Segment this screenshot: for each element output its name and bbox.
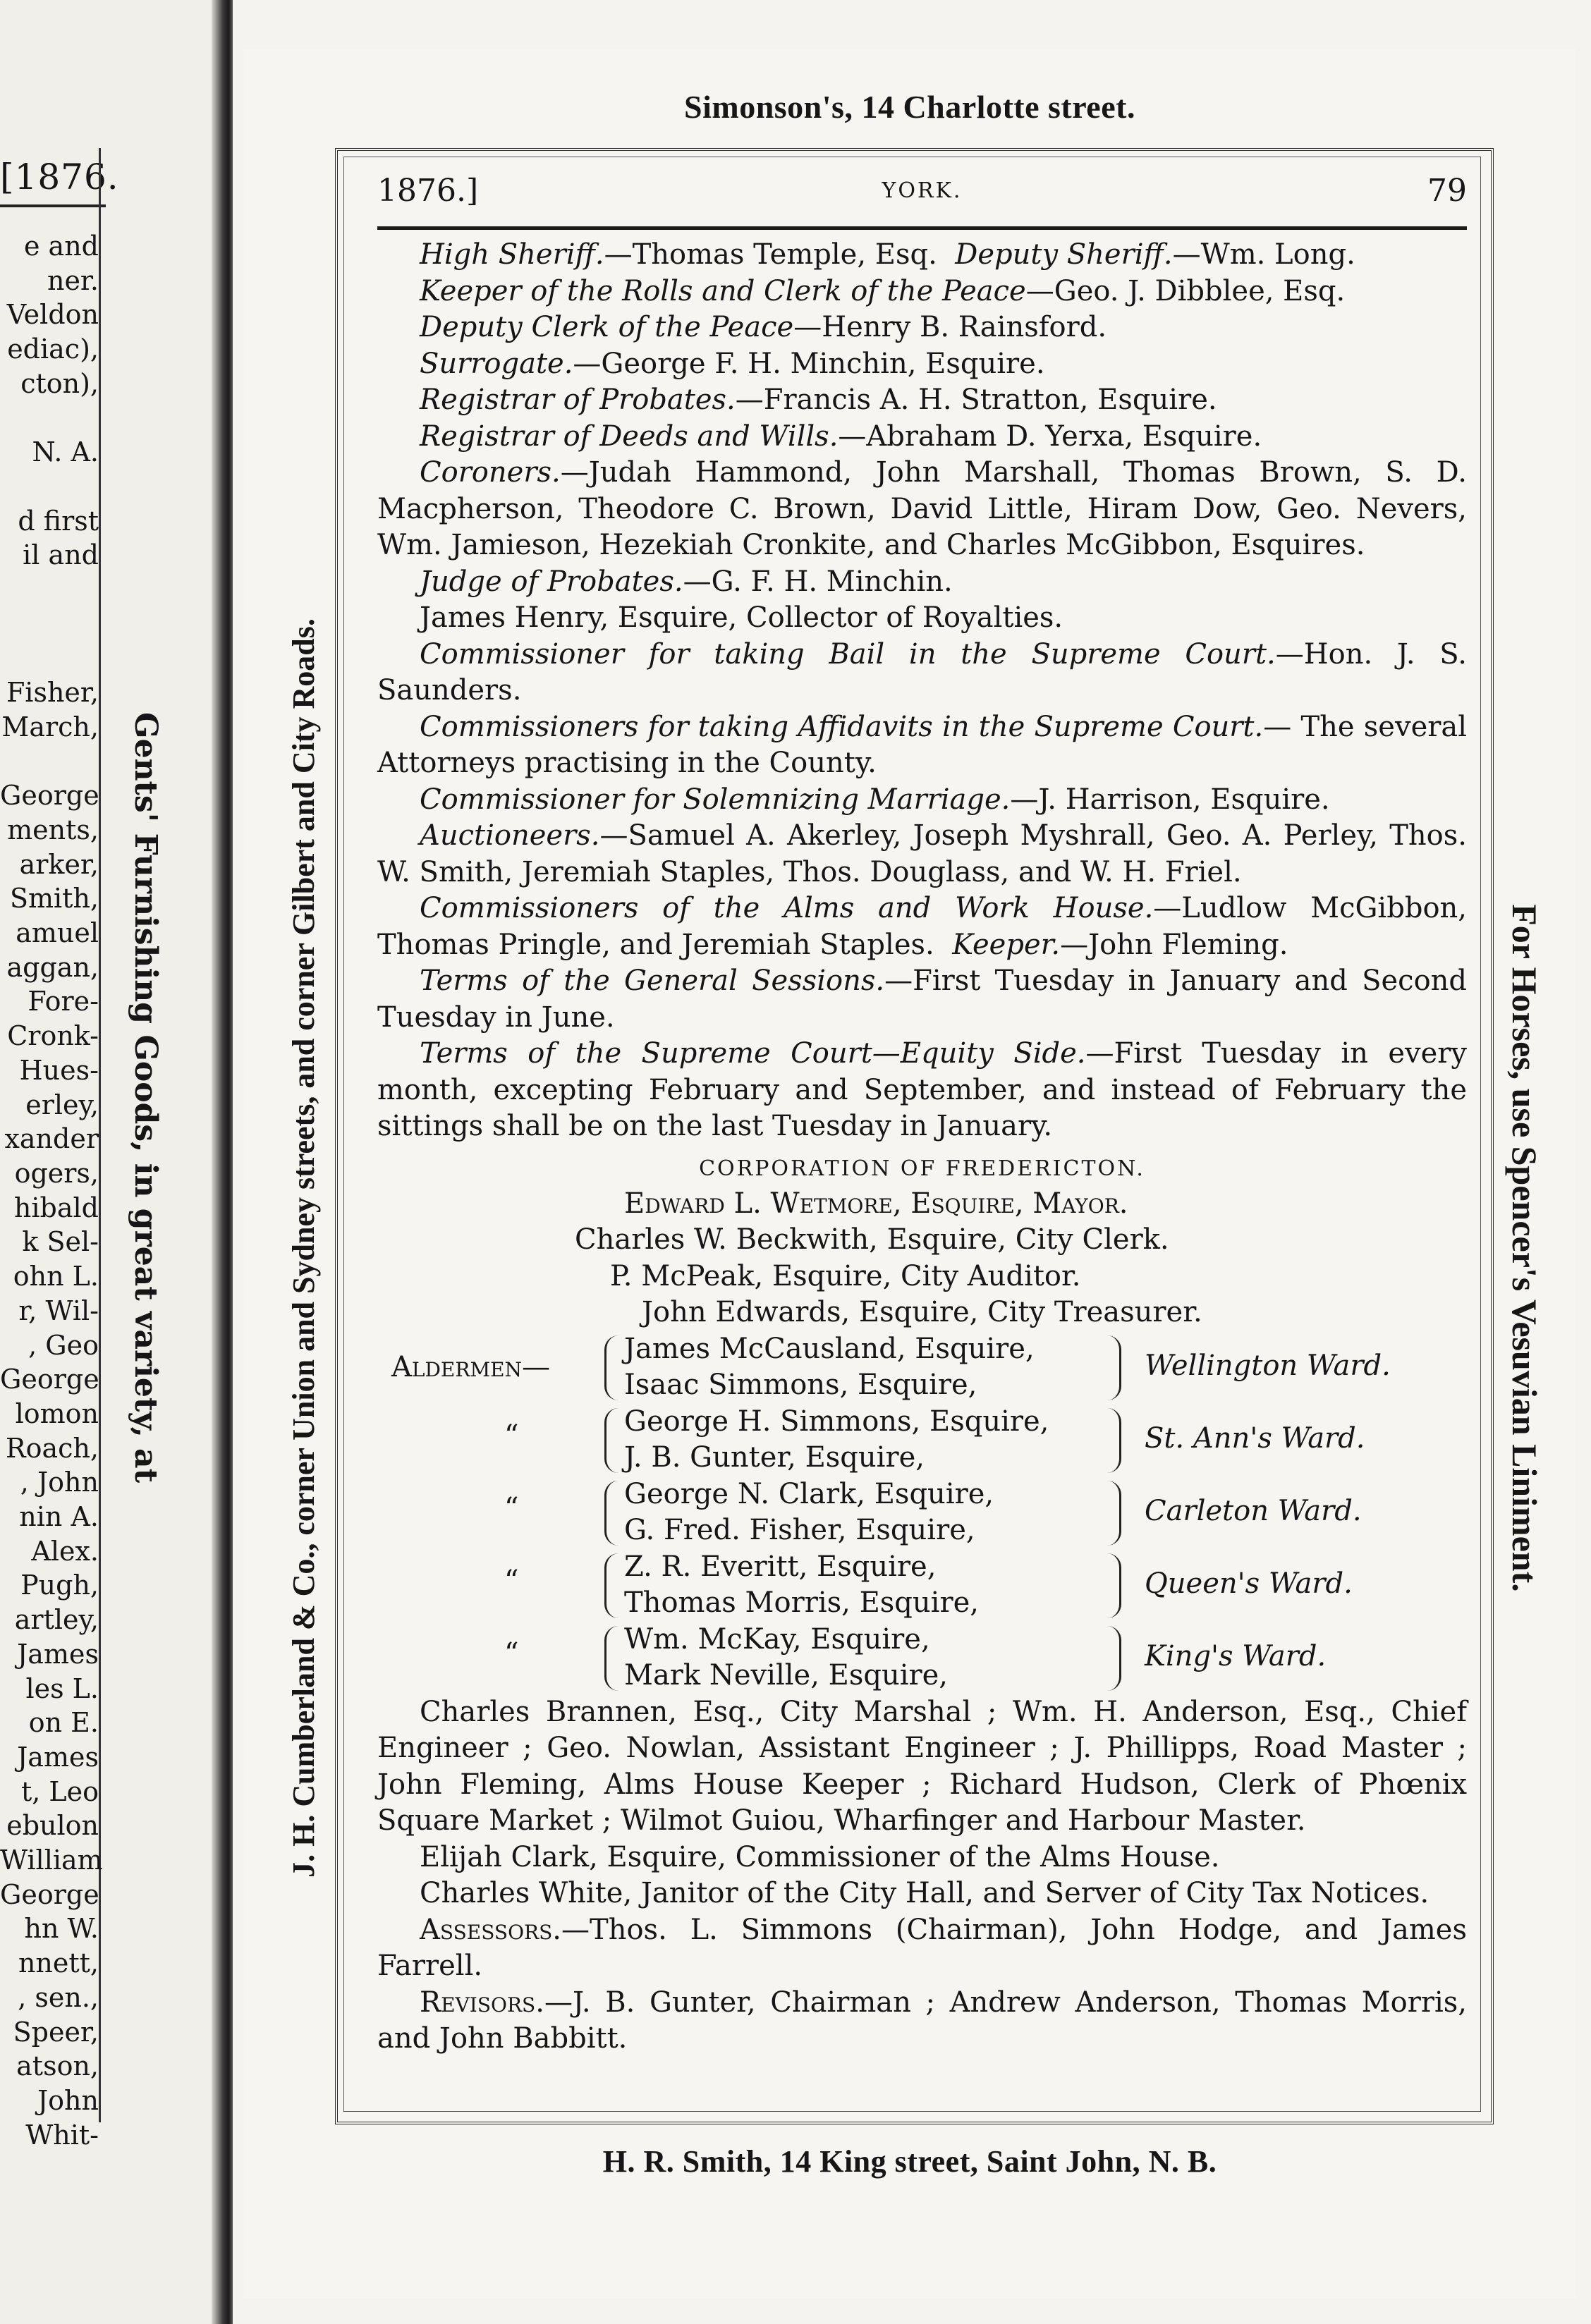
running-head-title: YORK. [882,178,963,203]
left-page-line: Whit- [25,2119,99,2151]
city-officials [377,1694,1467,2057]
book-gutter [212,0,233,2324]
bail-value: —Hon. J. S. Saunders. [377,637,1467,707]
left-page-line [0,470,99,504]
alderman-name: J. B. Gunter, Esquire, [624,1441,925,1474]
left-page-line: William [0,1845,103,1876]
deputy-sheriff-label: Deputy Sheriff. [955,238,1173,271]
city-auditor-line: P. McPeak, Esquire, City Auditor. [610,1259,1081,1292]
alderman-name: James McCausland, Esquire, [624,1332,1035,1365]
left-page-line: erley, [25,1089,99,1120]
entry-coroners [377,455,1467,564]
alms-label: Commissioners of the Alms and Work House. [420,892,1154,924]
probates-label: Registrar of Probates. [420,384,736,416]
ward-name: Carleton Ward. [1145,1494,1362,1527]
left-page-line: ogers, [14,1157,99,1189]
alderman-name: George N. Clark, Esquire, [624,1477,994,1510]
left-page-line: t, Leo [20,1775,99,1807]
page-number: 79 [1427,173,1467,209]
entry-sessions [377,963,1467,1036]
running-head-rule [377,226,1467,230]
supreme-label: Terms of the Supreme Court—Equity Side. [420,1037,1086,1070]
left-page-line: hn W. [24,1913,99,1945]
left-page-line: ohn L. [13,1261,99,1292]
right-brace [1104,1481,1121,1546]
left-vertical-advertisement-text: J. H. Cumberland & Co., corner Union and Sydney streets, and corner Gilbert and City Roads. [286,618,321,1878]
aldermen-label [391,1351,550,1383]
revisors-label: Revisors. [420,1986,544,2019]
left-page-vertical-advert [130,712,172,1699]
alderman-name: George H. Simmons, Esquire, [624,1405,1049,1438]
left-page-line: arker, [19,848,99,880]
alderman-name: Thomas Morris, Esquire, [624,1586,979,1619]
surrogate-value: —George F. H. Minchin, Esquire. [573,347,1045,380]
left-page-line: hibald [13,1192,99,1223]
revisors-value: —J. B. Gunter, Chairman ; Andrew Anderson, Thomas Morris, and John Babbitt. [377,1986,1467,2055]
left-page-line: nnett, [18,1947,99,1979]
deputy-clerk-label: Deputy Clerk of the Peace [420,311,794,343]
left-brace [604,1408,622,1473]
alderman-name: Z. R. Everitt, Esquire, [624,1550,937,1583]
marriage-label: Commissioner for Solemnizing Marriage. [420,783,1011,816]
left-page-line: xander [4,1123,99,1155]
left-brace [604,1481,622,1546]
sessions-label: Terms of the General Sessions. [420,965,885,997]
rolls-label: Keeper of the Rolls and Clerk of the Peace [420,274,1026,307]
left-page-line: e and [23,231,99,262]
bottom-advertisement: H. R. Smith, 14 King street, Saint John, N. B. [602,2144,1217,2179]
auctioneers-value: —Samuel A. Akerley, Joseph Myshrall, Geo. A. Perley, Thos. W. Smith, Jeremiah Staples, Thos. Douglass, and W. H. Friel. [377,819,1467,888]
left-page-line: Cronk- [7,1020,99,1052]
right-brace [1104,1408,1121,1473]
county-officers [377,237,1467,1145]
left-page-line: les L. [25,1672,99,1704]
left-page-line: James [17,1638,99,1670]
ditto-mark: “ [504,1564,519,1597]
left-page-line: ediac), [7,334,99,365]
left-page-line: Veldon [6,299,99,331]
sessions-value: —First Tuesday in January and Second Tuesday in June. [377,965,1468,1034]
supreme-value: —First Tuesday in every month, excepting February and September, and instead of February the sittings shall be on the last Tuesday in January. [377,1037,1467,1142]
left-page-year: [1876. [0,157,119,197]
entry-royalties: James Henry, Esquire, Collector of Royalties. [420,601,1063,634]
left-page-rule [0,204,106,207]
left-brace [604,1626,622,1691]
right-brace [1104,1626,1121,1691]
left-page-line: Roach, [6,1432,99,1464]
aldermen-table [377,1331,1467,1694]
entry-affidavits [377,709,1467,782]
entry-deeds [377,419,1467,455]
aldermen-dash: — [522,1350,551,1383]
alderman-name: Wm. McKay, Esquire, [624,1622,930,1656]
left-page-line: John [37,2084,99,2116]
left-page-line [0,607,99,642]
coroners-label: Coroners. [420,456,561,489]
left-page-line [0,745,99,779]
left-page-line: Smith, [9,883,99,915]
left-page-line: on E. [28,1707,99,1739]
left-page-line: George [0,780,99,812]
sheriff-value: —Thomas Temple, Esq. [604,238,937,271]
aldermen-label-text: Aldermen [391,1350,523,1383]
keeper-label: Keeper. [952,928,1061,961]
right-brace [1104,1335,1121,1400]
left-page-line: Pugh, [20,1570,99,1601]
city-treasurer-line: John Edwards, Esquire, City Treasurer. [642,1296,1202,1328]
top-advertisement: Simonson's, 14 Charlotte street. [684,89,1135,125]
left-page-line: ebulon [6,1810,99,1842]
entry-supreme [377,1036,1467,1145]
left-page-line: , Geo [28,1329,99,1361]
left-page-line: artley, [14,1604,99,1636]
alms-value: —Ludlow McGibbon, Thomas Pringle, and Jeremiah Staples. [377,892,1467,961]
deputy-sheriff-value: —Wm. Long. [1172,238,1355,271]
ditto-mark: “ [504,1637,519,1670]
entry-sheriff [377,237,1467,274]
left-page-line: Speer, [13,2016,99,2048]
deeds-value: —Abraham D. Yerxa, Esquire. [838,420,1262,453]
left-page-line: cton), [20,367,99,399]
left-page-line: amuel [16,917,99,949]
left-page-line: , sen., [18,1981,99,2013]
left-page-line: March, [1,711,99,742]
bail-label: Commissioner for taking Bail in the Supreme Court. [420,637,1276,671]
left-page-text-column [0,229,103,2152]
ward-name: Wellington Ward. [1145,1349,1391,1382]
left-page-line: George [0,1878,99,1910]
corporation-heading: CORPORATION OF FREDERICTON. [699,1156,1145,1181]
left-page-line: nin A. [19,1501,99,1533]
left-page-line: George [0,1364,99,1395]
left-vertical-advertisement [286,416,328,2080]
entry-deputy-clerk [377,310,1467,346]
assessors-label: Assessors. [420,1913,562,1946]
alms-commissioner-paragraph: Elijah Clark, Esquire, Commissioner of the Alms House. [420,1840,1220,1873]
probates-value: —Francis A. H. Stratton, Esquire. [735,384,1217,416]
left-page-frame-line [99,148,101,2122]
officials-paragraph: Charles Brannen, Esq., City Marshal ; Wm. H. Anderson, Esq., Chief Engineer ; Geo. Nowlan, Assistant Engineer ; J. Phillipps, Road Master ; John Fleming, Alms House Keeper ; Richard Hudson, Clerk of Phœnix Square Market ; Wilmot Guiou, Wharfinger and Harbour Master. [377,1695,1467,1837]
left-page-line: aggan, [6,951,99,983]
left-page-line: Fisher, [6,677,99,709]
running-head [377,173,1467,222]
surrogate-label: Surrogate. [420,347,573,380]
deeds-label: Registrar of Deeds and Wills. [420,420,839,453]
assessors-paragraph [377,1912,1467,1985]
revisors-paragraph [377,1985,1467,2057]
left-page-line: ner. [47,264,99,296]
left-page-line: lomon [15,1398,99,1429]
entry-rolls [377,274,1467,310]
left-brace [604,1335,622,1400]
aldermen-names [624,1331,1049,1694]
ditto-mark: “ [504,1419,519,1452]
marriage-value: —J. Harrison, Esquire. [1010,783,1330,816]
entry-marriage [377,782,1467,819]
entry-judge [377,564,1467,601]
ward-name: St. Ann's Ward. [1145,1421,1365,1455]
left-page-line: ments, [7,814,99,845]
deputy-clerk-value: —Henry B. Rainsford. [793,311,1107,343]
left-page-vertical-advert-text: Gents' Furnishing Goods, in great variety, at [128,712,164,1484]
entry-surrogate [377,346,1467,383]
rolls-value: —Geo. J. Dibblee, Esq. [1025,274,1346,307]
left-page-line [0,641,99,675]
left-page-line: Fore- [28,986,99,1017]
city-clerk-line: Charles W. Beckwith, Esquire, City Clerk. [575,1223,1169,1256]
alderman-name: G. Fred. Fisher, Esquire, [624,1514,975,1546]
entry-alms [377,891,1467,963]
entry-auctioneers [377,818,1467,891]
ditto-mark: “ [504,1491,519,1524]
alderman-name: Mark Neville, Esquire, [624,1659,949,1692]
right-vertical-advertisement [1506,754,1548,1742]
judge-value: —G. F. H. Minchin. [683,565,953,598]
left-brace [604,1553,622,1618]
keeper-value: —John Fleming. [1060,928,1288,961]
left-page-line: il and [23,539,99,571]
sheriff-label: High Sheriff. [420,238,604,271]
auctioneers-label: Auctioneers. [420,819,600,852]
entry-probates [377,382,1467,419]
left-page-line: d first [18,505,99,537]
left-page-line: , John [20,1467,99,1498]
assessors-value: —Thos. L. Simmons (Chairman), John Hodge, and James Farrell. [377,1913,1467,1982]
janitor-paragraph: Charles White, Janitor of the City Hall, and Server of City Tax Notices. [420,1877,1430,1909]
left-page-line: atson, [16,2050,99,2082]
page-content [377,173,1467,2057]
ward-name: Queen's Ward. [1145,1567,1353,1600]
affidavits-value: — The several Attorneys practising in the County. [377,710,1468,779]
ward-name: King's Ward. [1145,1639,1327,1672]
right-vertical-advertisement-text: For Horses, use Spencer's Vesuvian Liniment. [1505,904,1544,1592]
mayor-line: Edward L. Wetmore, Esquire, Mayor. [624,1187,1128,1220]
affidavits-label: Commissioners for taking Affidavits in the Supreme Court. [420,710,1264,743]
left-page-line [0,401,99,436]
entry-bail [377,637,1467,709]
left-page-strip [0,0,233,2324]
left-page-line: James [17,1741,99,1773]
left-page-line [0,573,99,607]
alderman-name: Isaac Simmons, Esquire, [624,1369,977,1401]
left-page-line: r, Wil- [18,1295,99,1326]
left-page-line: Alex. [31,1535,99,1567]
right-brace [1104,1553,1121,1618]
main-page [243,49,1576,2299]
judge-label: Judge of Probates. [420,565,683,598]
left-page-line: N. A. [32,436,99,468]
running-head-year: 1876.] [377,173,479,209]
left-page-line: Hues- [19,1054,99,1086]
coroners-value: —Judah Hammond, John Marshall, Thomas Brown, S. D. Macpherson, Theodore C. Brown, David Little, Hiram Dow, Geo. Nevers, Wm. Jamieson, Hezekiah Cronkite, and Charles McGibbon, Esquires. [377,456,1467,561]
left-page-line: k Sel- [22,1226,99,1258]
